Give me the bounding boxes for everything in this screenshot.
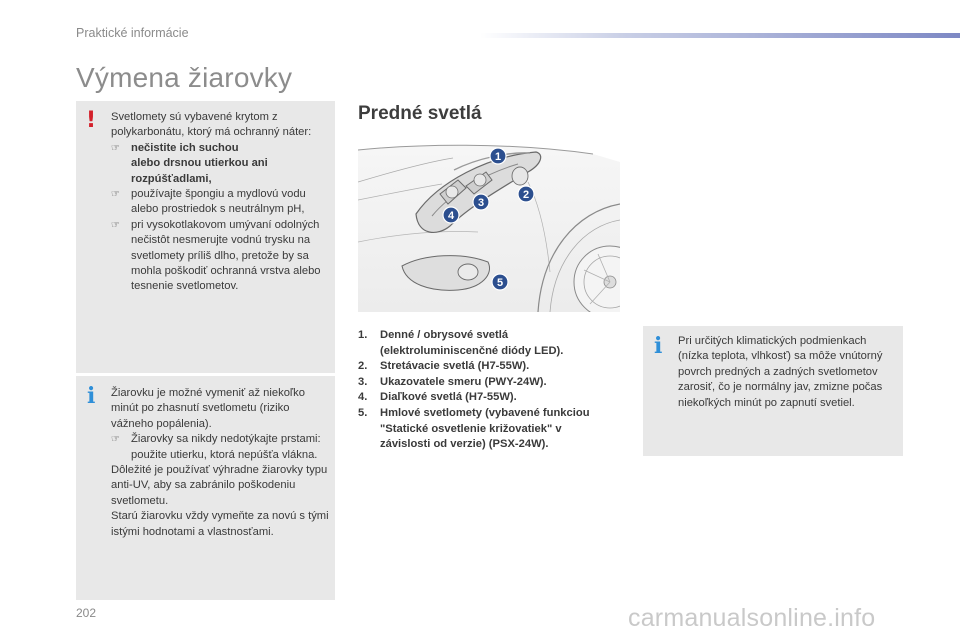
list-item-line: Stretávacie svetlá (H7-55W). [380, 360, 530, 373]
callout-label-1: 1 [494, 151, 502, 163]
list-item-line: Hmlové svetlomety (vybavené funkciou [380, 406, 590, 419]
info-text-condensation: Pri určitých klimatických podmienkach (nízka teplota, vlhkosť) sa môže vnútorný povrch predných a zadných svetlometov zarosiť, čo je normálny jav, zmizne počas niekoľkých minút po zapnutí svetiel. [678, 335, 883, 409]
watermark: carmanualsonline.info [628, 604, 876, 632]
warning-item-text: používajte špongiu a mydlovú vodu alebo prostriedok s neutrálnym pH, [131, 188, 306, 216]
info-icon: i [87, 383, 96, 409]
callout-marker-4 [443, 207, 459, 223]
list-item [358, 328, 628, 359]
page-number: 202 [76, 606, 97, 620]
section-label: Praktické informácie [76, 26, 189, 40]
warning-item [111, 187, 333, 218]
callout-marker-3 [473, 194, 489, 210]
list-item [358, 406, 628, 453]
bulb-list [358, 328, 628, 453]
info-paragraph: Starú žiarovku vždy vymeňte za novú s tými istými hodnotami a vlastnosťami. [111, 510, 329, 538]
pointing-hand-icon: ☞ [111, 219, 120, 231]
list-number: 2. [358, 360, 368, 373]
warning-intro: Svetlomety sú vybavené krytom z polykarbonátu, ktorý má ochranný náter: [111, 111, 312, 139]
warning-item-line: alebo drsnou utierkou ani [131, 157, 268, 170]
list-item [358, 390, 628, 406]
callout-label-5: 5 [496, 277, 504, 289]
warning-item-text: pri vysokotlakovom umývaní odolných nečistôt nesmerujte vodnú trysku na svetlomety príliš dlho, pretože by sa mohla poškodiť ochranná vrstva alebo tesnenie svetlometov. [131, 218, 321, 293]
info-icon: i [654, 333, 663, 359]
list-item-line: závislosti od verzie) (PSX-24W). [380, 438, 549, 451]
callout-label-3: 3 [477, 197, 485, 209]
list-item-line: Ukazovatele smeru (PWY-24W). [380, 375, 547, 388]
warning-item [111, 218, 333, 295]
list-item-line: Denné / obrysové svetlá [380, 329, 509, 341]
info-text-bulb [111, 386, 333, 540]
headlamp-illustration [358, 142, 620, 312]
pointing-hand-icon: ☞ [111, 434, 120, 446]
list-item [358, 375, 628, 391]
info-item-text: Žiarovky sa nikdy nedotýkajte prstami: použite utierku, ktorá nepúšťa vlákna. [131, 433, 321, 461]
list-item-line: "Statické osvetlenie križovatiek" v [380, 422, 562, 435]
info-paragraph: Žiarovku je možné vymeniť až niekoľko minút po zhasnutí svetlometu (riziko vážneho popálenia). [111, 387, 305, 430]
list-number: 5. [358, 406, 368, 419]
callout-marker-2 [518, 186, 534, 202]
page-title: Výmena žiarovky [76, 62, 293, 93]
section-heading: Predné svetlá [358, 103, 482, 124]
list-item-line: (elektroluminiscenčné diódy LED). [380, 344, 564, 357]
callout-label-2: 2 [522, 189, 530, 201]
warning-item-line: rozpúšťadlami, [131, 172, 212, 185]
list-item [358, 359, 628, 375]
callout-label-4: 4 [447, 210, 455, 222]
info-paragraph: Dôležité je používať výhradne žiarovky typu anti-UV, aby sa zabránilo poškodeniu svetlometu. [111, 464, 328, 507]
header-rule [480, 33, 960, 38]
callout-marker-5 [492, 274, 508, 290]
pointing-hand-icon: ☞ [111, 189, 120, 201]
callout-marker-1 [490, 148, 506, 164]
warning-text [111, 110, 333, 295]
pointing-hand-icon: ☞ [111, 142, 120, 154]
list-item-line: Diaľkové svetlá (H7-55W). [380, 391, 517, 404]
list-number: 1. [358, 329, 368, 341]
warning-icon: ! [86, 108, 97, 133]
list-number: 3. [358, 375, 368, 388]
list-number: 4. [358, 391, 368, 404]
warning-item [111, 141, 333, 187]
warning-item-line: nečistite ich suchou [131, 141, 239, 154]
info-item [111, 432, 333, 463]
